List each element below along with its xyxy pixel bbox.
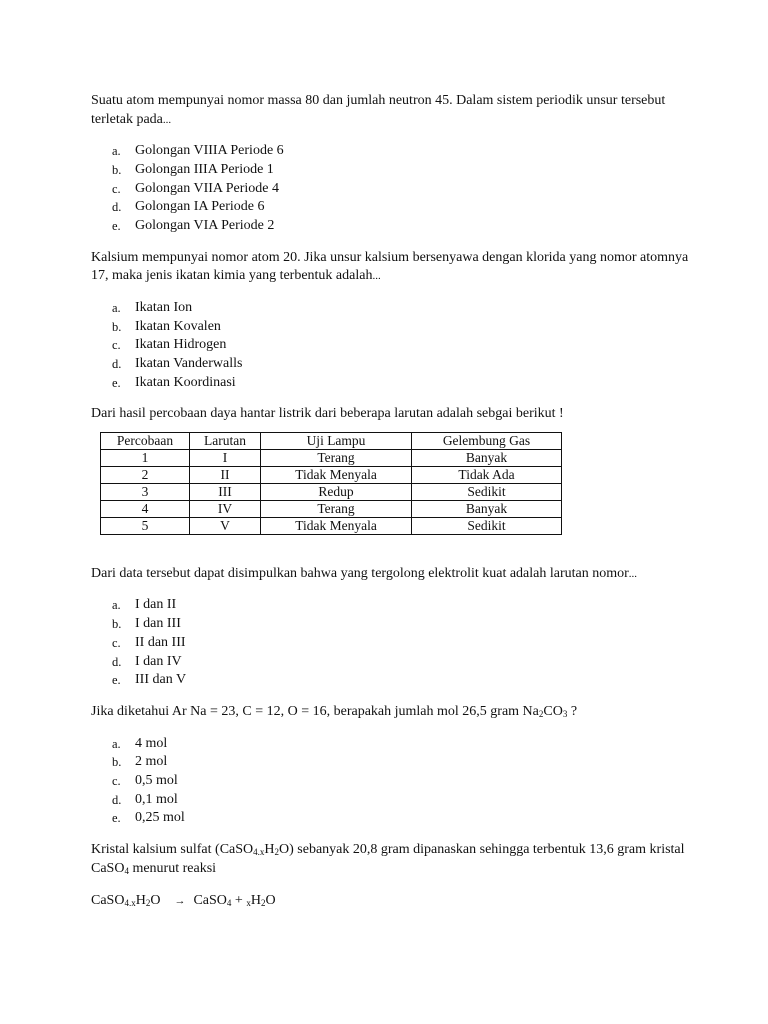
table-cell: Banyak bbox=[412, 449, 562, 466]
table-cell: 1 bbox=[101, 449, 190, 466]
table-cell: III bbox=[190, 483, 261, 500]
table-cell: Sedikit bbox=[412, 517, 562, 534]
option-item[interactable]: a. Ikatan Ion bbox=[112, 299, 193, 315]
option-item[interactable]: b. Ikatan Kovalen bbox=[112, 318, 221, 334]
option-item[interactable]: d. I dan IV bbox=[112, 653, 182, 669]
table-cell: I bbox=[190, 449, 261, 466]
document-page bbox=[91, 92, 691, 911]
option-item[interactable]: c. Golongan VIIA Periode 4 bbox=[112, 180, 279, 196]
table-cell: Tidak Menyala bbox=[261, 517, 412, 534]
table-cell: V bbox=[190, 517, 261, 534]
table-row bbox=[101, 449, 562, 466]
option-item[interactable]: e. III dan V bbox=[112, 672, 187, 688]
question-2-text: Kalsium mempunyai nomor atom 20. Jika unsur kalsium bersenyawa dengan klorida yang nomor atomnya 17, maka jenis ikatan kimia yang terbentuk adalah... bbox=[91, 249, 689, 284]
table-row bbox=[101, 517, 562, 534]
table-cell: IV bbox=[190, 500, 261, 517]
option-item[interactable]: d. Golongan IA Periode 6 bbox=[112, 199, 265, 215]
option-item[interactable]: c. 0,5 mol bbox=[112, 772, 178, 788]
option-item[interactable]: a. Golongan VIIIA Periode 6 bbox=[112, 143, 284, 159]
question-1-text: Suatu atom mempunyai nomor massa 80 dan jumlah neutron 45. Dalam sistem periodik unsur tersebut terletak pada... bbox=[91, 93, 666, 127]
question-2-options bbox=[91, 299, 691, 392]
option-item[interactable]: e. Ikatan Koordinasi bbox=[112, 374, 236, 390]
option-item[interactable]: a. 4 mol bbox=[112, 735, 168, 751]
reaction-equation: $CaSO_{4.x}H_2O$ → CaSO$_4$ + $_xH_2O$ bbox=[91, 892, 691, 911]
table-cell: Terang bbox=[261, 449, 412, 466]
experiment-table bbox=[100, 432, 562, 535]
table-row bbox=[101, 466, 562, 483]
option-item[interactable]: c. Ikatan Hidrogen bbox=[112, 337, 227, 353]
question-5-text: Kristal kalsium sulfat $(CaSO_{4.x}H_2O)$ sebanyak 20,8 gram dipanaskan sehingga terbentuk 13,6 gram kristal CaSO$_4$ menurut reaksi bbox=[91, 841, 685, 876]
reaction-arrow-icon: → bbox=[174, 895, 186, 908]
table-cell: Redup bbox=[261, 483, 412, 500]
table-header-row bbox=[101, 432, 562, 449]
option-item[interactable]: b. I dan III bbox=[112, 616, 181, 632]
option-item[interactable]: e. Golongan VIA Periode 2 bbox=[112, 217, 275, 233]
table-header: Uji Lampu bbox=[261, 432, 412, 449]
option-item[interactable]: a. I dan II bbox=[112, 597, 177, 613]
table-cell: Terang bbox=[261, 500, 412, 517]
question-3-text: Dari data tersebut dapat disimpulkan bahwa yang tergolong elektrolit kuat adalah larutan nomor... bbox=[91, 565, 638, 581]
table-cell: Tidak Menyala bbox=[261, 466, 412, 483]
option-item[interactable]: e. 0,25 mol bbox=[112, 810, 185, 826]
option-item[interactable]: b. 2 mol bbox=[112, 754, 168, 770]
question-1-options bbox=[91, 142, 691, 235]
question-4-text: Jika diketahui Ar Na = 23, C = 12, O = 16, berapakah jumlah mol 26,5 gram $Na_2CO_3$ ? bbox=[91, 703, 578, 719]
question-4-options bbox=[91, 734, 691, 827]
table-row bbox=[101, 500, 562, 517]
option-item[interactable]: d. Ikatan Vanderwalls bbox=[112, 355, 243, 371]
option-item[interactable]: c. II dan III bbox=[112, 634, 186, 650]
table-row bbox=[101, 483, 562, 500]
question-3-intro: Dari hasil percobaan daya hantar listrik dari beberapa larutan adalah sebgai berikut ! bbox=[91, 406, 564, 422]
table-cell: Tidak Ada bbox=[412, 466, 562, 483]
option-item[interactable]: d. 0,1 mol bbox=[112, 791, 178, 807]
table-cell: Banyak bbox=[412, 500, 562, 517]
table-cell: 2 bbox=[101, 466, 190, 483]
table-header: Gelembung Gas bbox=[412, 432, 562, 449]
table-cell: 5 bbox=[101, 517, 190, 534]
table-header: Larutan bbox=[190, 432, 261, 449]
table-cell: Sedikit bbox=[412, 483, 562, 500]
question-3-options bbox=[91, 596, 691, 689]
table-header: Percobaan bbox=[101, 432, 190, 449]
table-cell: 4 bbox=[101, 500, 190, 517]
option-item[interactable]: b. Golongan IIIA Periode 1 bbox=[112, 161, 274, 177]
table-cell: 3 bbox=[101, 483, 190, 500]
table-cell: II bbox=[190, 466, 261, 483]
